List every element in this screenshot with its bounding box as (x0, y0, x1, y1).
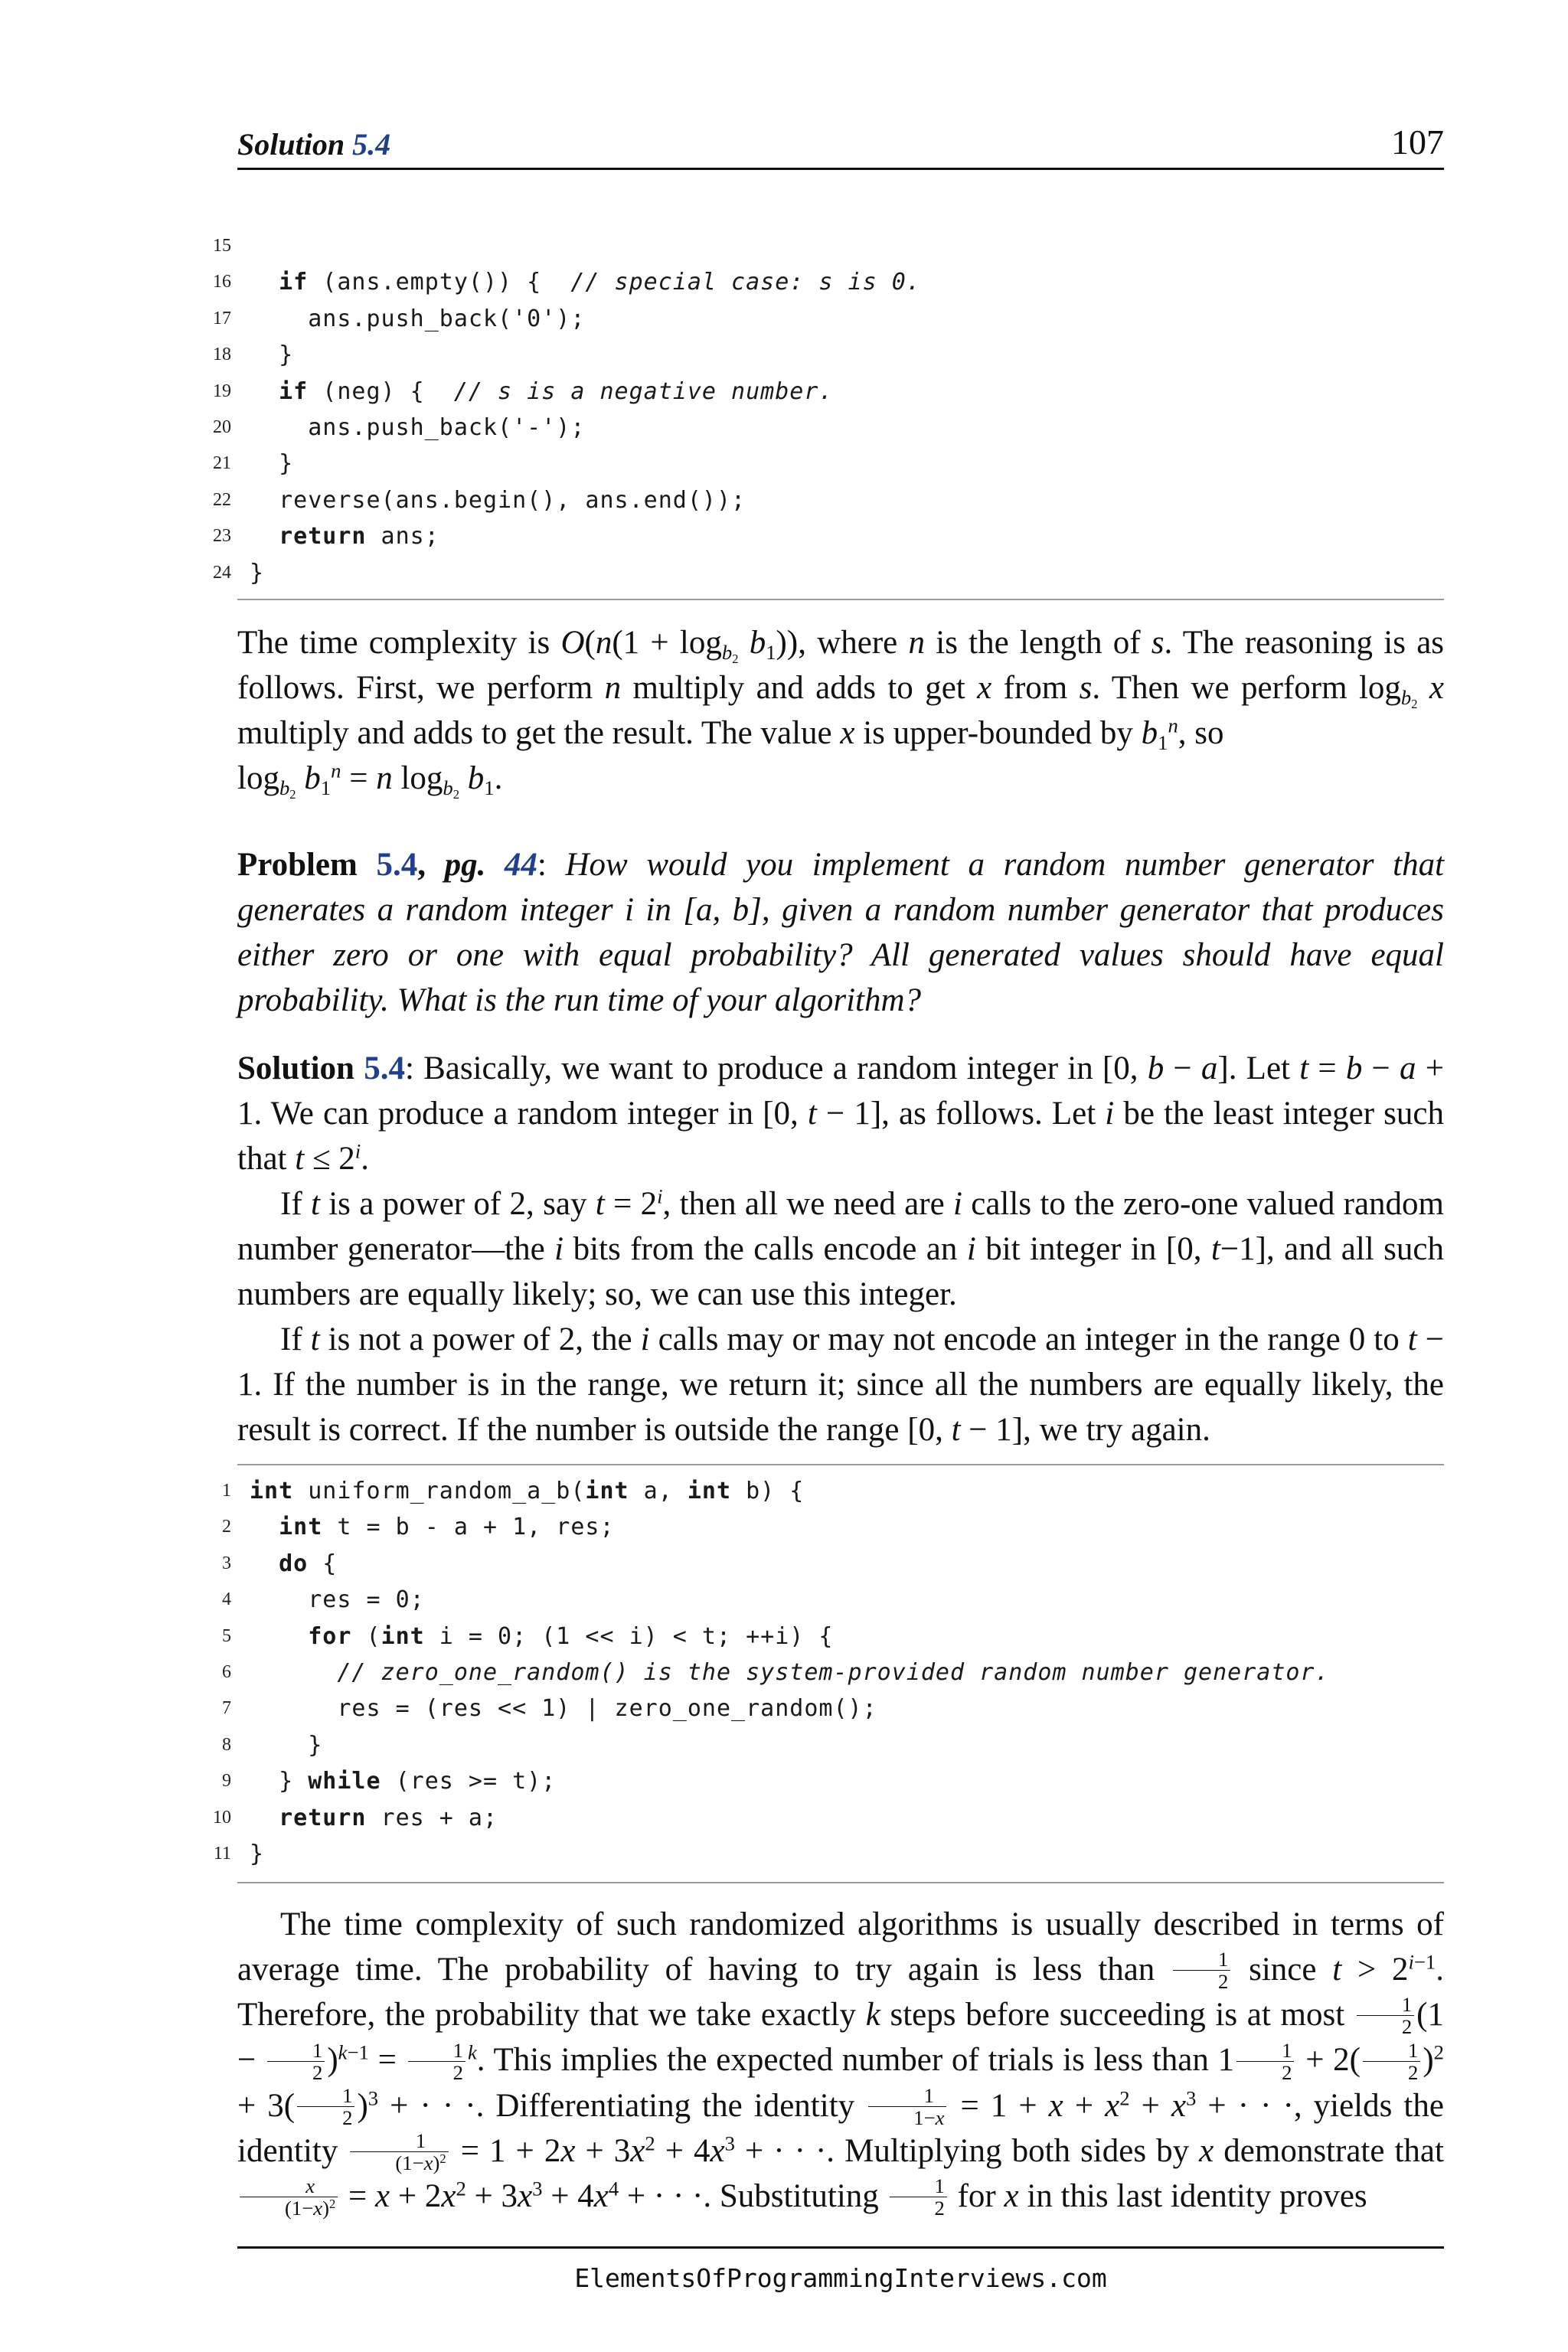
code-text: ans.push_back('0'); (250, 305, 586, 332)
code-line (199, 1690, 1444, 1726)
problem-link[interactable]: 5.4 (376, 847, 418, 883)
solution-label: Solution (237, 1050, 354, 1086)
code-line (199, 446, 1444, 482)
code-block-rule (237, 599, 1444, 600)
line-number: 5 (222, 1625, 231, 1646)
line-number: 20 (213, 416, 231, 437)
code-line (199, 555, 1444, 591)
complexity-paragraph: The time complexity is $O(n(1 + \log_{b_2} b_1))$, where n is the length of s. The reasoning is as follows. First, we perform n multiply and adds to get x from s. Then we perform $\log_{b_2} x$ multiply and adds to get the result. The value x is upper-bounded by $b_1^n$, so $\log_{b_2} b_1^n = n$ $\log_{b_2} b_1$. (237, 625, 1445, 802)
code-line (199, 410, 1444, 446)
line-number: 10 (213, 1807, 231, 1828)
header-section-link[interactable]: 5.4 (352, 127, 391, 162)
code-text: res = 0; (250, 1586, 425, 1614)
code-text: res = (res << 1) | zero_one_random(); (250, 1695, 877, 1723)
running-header (237, 122, 1444, 170)
code-text: reverse(ans.begin(), ans.end()); (250, 486, 746, 514)
code-line (199, 1473, 1444, 1509)
line-number: 21 (213, 453, 231, 474)
line-number: 1 (222, 1481, 231, 1501)
code-text: } while (res >= t); (250, 1768, 557, 1795)
line-number: 18 (213, 345, 231, 365)
code-text: do { (279, 1550, 338, 1577)
line-number: 9 (222, 1771, 231, 1792)
footer-site-link[interactable]: ElementsOfProgrammingInterviews.com (574, 2263, 1107, 2293)
code-line (199, 1763, 1444, 1799)
code-line (199, 264, 1444, 300)
solution-link[interactable]: 5.4 (364, 1050, 405, 1086)
line-number: 22 (213, 489, 231, 510)
line-number: 17 (213, 308, 231, 328)
problem-label: Problem (237, 847, 358, 883)
code-line (199, 228, 1444, 264)
code-line (199, 337, 1444, 373)
page-number: 107 (1391, 122, 1444, 162)
line-number: 23 (213, 526, 231, 547)
problem-text: How would you implement a random number generator that generates a random integer i in [a, b], given a random number generator that produces either zero or one with equal probability? All generated values should have equal probability. What is the run time of your algorithm? (237, 847, 1445, 1018)
code-text: int uniform_random_a_b(int a, int b) { (250, 1478, 805, 1504)
code-line (199, 1546, 1444, 1582)
line-number: 24 (213, 562, 231, 583)
code-text: if (neg) { // s is a negative number. (279, 377, 834, 405)
line-number: 11 (213, 1843, 231, 1864)
code-block-uniform-random (199, 1473, 1444, 1872)
code-text: return ans; (279, 523, 439, 550)
code-text: } (250, 559, 265, 586)
problem-statement: Problem 5.4, pg. 44: How would you implement a random number generator that generates a random integer i in [a, b], given a random number generator that produces either zero or one with equal probability? All generated values should have equal probability. What is the run time of your algorithm? (237, 847, 1445, 1018)
code-line (199, 1582, 1444, 1618)
line-number: 8 (222, 1734, 231, 1755)
code-text: // zero_one_random() is the system-provided random number generator. (337, 1658, 1330, 1686)
formula: O (560, 625, 585, 661)
code-text: return res + a; (279, 1804, 498, 1831)
solution-text: Solution 5.4: Basically, we want to produce a random integer in [0, b − a]. Let t = b − a + 1. We can produce a random integer in [0, t − 1], as follows. Let i be the least integer such that $t \le 2^i$. If t is a power of 2, say $t = 2^i$, then all we need are i calls to the zero-one valued random number generator—the i bits from the calls encode an i bit integer in [0, t−1], and all such numbers are equally likely; so, we can use this integer. If t is not a power of 2, the i calls may or may not encode an integer in the range 0 to t − 1. If the number is in the range, we return it; since all the numbers are equally likely, the result is correct. If the number is outside the range [0, t − 1], we try again. (237, 1050, 1445, 1448)
code-text: } (250, 341, 294, 369)
problem-page-link[interactable]: 44 (504, 847, 537, 883)
code-line (199, 482, 1444, 518)
code-line (199, 1727, 1444, 1763)
line-number: 7 (222, 1698, 231, 1719)
code-text: if (ans.empty()) { // special case: s is 0. (279, 269, 921, 296)
line-number: 15 (213, 236, 231, 256)
analysis-paragraph: The time complexity of such randomized algorithms is usually described in terms of average time. The probability of having to try again is less than $\frac{1}{2}$ since $t > 2^{i-1}$. Therefore, the probability that we take exactly k steps before succeeding is at most $\frac{1}{2}$ (1 − $\frac{1}{2}$ )$^{k-1}$ = $\frac{1}{2}$ $^k$. This implies the expected number of trials is less than 1 $\frac{1}{2}$ + 2( $\frac{1}{2}$ )$^2$ + 3( $\frac{1}{2}$ )$^3$ + · · ·. Differentiating the identity $\frac{1}{1-x}$ = $1 + x + x^2 + x^3$ + · · ·, yields the identity $\frac{1}{(1-x)^2}$ = $1 + 2x + 3x^2 + 4x^3$ + · · ·. Multiplying both sides by x demonstrate that $\frac{x}{(1-x)^2}$ = $x + 2x^2 + 3x^3 + 4x^4$ + · · ·. Substituting $\frac{1}{2}$ for x in this last identity proves (237, 1906, 1444, 2220)
code-text: ans.push_back('-'); (250, 413, 586, 441)
code-block-rule (237, 1882, 1444, 1883)
line-number: 6 (222, 1661, 231, 1682)
code-block-rule (237, 1464, 1444, 1465)
code-text: } (250, 1731, 323, 1759)
code-line (199, 1655, 1444, 1690)
line-number: 19 (213, 381, 231, 401)
code-line (199, 1836, 1444, 1872)
header-rule (237, 168, 1444, 170)
code-line (199, 1800, 1444, 1836)
code-text: } (250, 1840, 265, 1867)
code-text: int t = b - a + 1, res; (279, 1514, 615, 1541)
line-number: 4 (222, 1589, 231, 1610)
code-text: } (250, 450, 294, 478)
code-block-convert-base-end (199, 228, 1444, 591)
line-number: 3 (222, 1553, 231, 1573)
code-line (199, 374, 1444, 410)
header-section (237, 126, 390, 162)
header-section-label: Solution (237, 127, 345, 162)
code-line (199, 1509, 1444, 1545)
code-line (199, 301, 1444, 337)
line-number: 16 (213, 272, 231, 292)
code-text: for (int i = 0; (1 << i) < t; ++i) { (308, 1622, 834, 1650)
footer-rule (237, 2246, 1444, 2249)
code-line (199, 518, 1444, 554)
code-line (199, 1619, 1444, 1655)
line-number: 2 (222, 1517, 231, 1537)
